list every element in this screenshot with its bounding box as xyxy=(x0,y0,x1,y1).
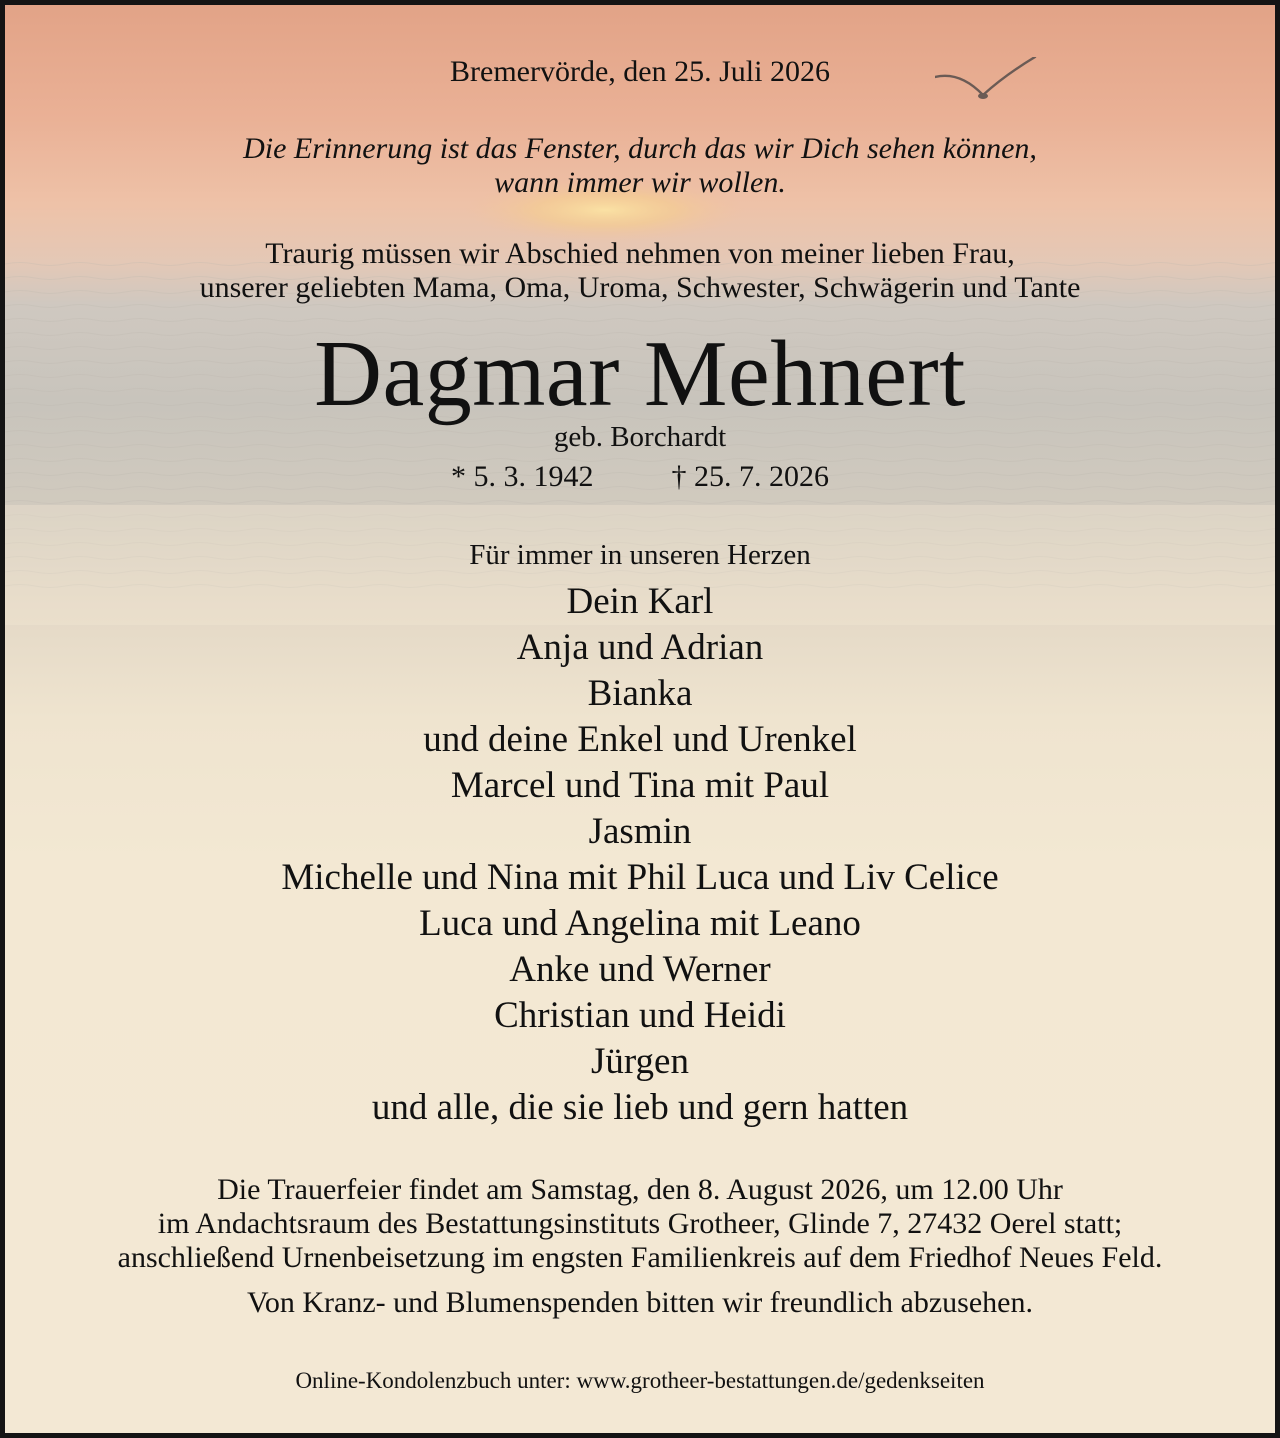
funeral-service-info xyxy=(5,1173,1275,1275)
service-line-3: anschließend Urnenbeisetzung im engsten Familienkreis auf dem Friedhof Neues Feld. xyxy=(117,1241,1163,1274)
life-dates xyxy=(5,462,1275,492)
memorial-quote xyxy=(5,132,1275,200)
mourner-line: Jürgen xyxy=(591,1041,689,1082)
mourner-line: Bianka xyxy=(587,673,693,714)
quote-line-1: Die Erinnerung ist das Fenster, durch das wir Dich sehen können, xyxy=(243,132,1037,165)
mourner-line: Michelle und Nina mit Phil Luca und Liv Celice xyxy=(281,857,999,898)
deceased-name: Dagmar Mehnert xyxy=(314,322,966,426)
mourner-line: Dein Karl xyxy=(566,581,714,622)
birth-date: * 5. 3. 1942 xyxy=(451,460,594,493)
notice-content xyxy=(5,5,1275,1433)
farewell-intro xyxy=(5,237,1275,305)
intro-line-2: unserer geliebten Mama, Oma, Uroma, Schwester, Schwägerin und Tante xyxy=(199,271,1081,304)
quote-line-2: wann immer wir wollen. xyxy=(494,166,786,199)
intro-line-1: Traurig müssen wir Abschied nehmen von meiner lieben Frau, xyxy=(265,237,1015,270)
mourners-heading: Für immer in unseren Herzen xyxy=(469,539,811,571)
mourner-line: Anja und Adrian xyxy=(516,627,764,668)
mourner-line: Anke und Werner xyxy=(509,949,771,990)
online-condolence-note: Online-Kondolenzbuch unter: www.grotheer-bestattungen.de/gedenkseiten xyxy=(295,1368,985,1393)
service-line-1: Die Trauerfeier findet am Samstag, den 8. August 2026, um 12.00 Uhr xyxy=(217,1173,1063,1206)
mourner-line: und deine Enkel und Urenkel xyxy=(423,719,857,760)
mourner-line: Luca und Angelina mit Leano xyxy=(419,903,861,944)
place-date: Bremervörde, den 25. Juli 2026 xyxy=(450,55,830,88)
death-date: † 25. 7. 2026 xyxy=(671,460,829,493)
flowers-note: Von Kranz- und Blumenspenden bitten wir freundlich abzusehen. xyxy=(247,1286,1033,1319)
mourner-line: Jasmin xyxy=(588,811,692,852)
mourners-list xyxy=(5,579,1275,1131)
mourner-line: Marcel und Tina mit Paul xyxy=(450,765,830,806)
mourner-line: und alle, die sie lieb und gern hatten xyxy=(371,1087,909,1128)
maiden-name: geb. Borchardt xyxy=(553,421,727,453)
service-line-2: im Andachtsraum des Bestattungsinstituts Grotheer, Glinde 7, 27432 Oerel statt; xyxy=(157,1207,1123,1240)
mourner-line: Christian und Heidi xyxy=(494,995,786,1036)
